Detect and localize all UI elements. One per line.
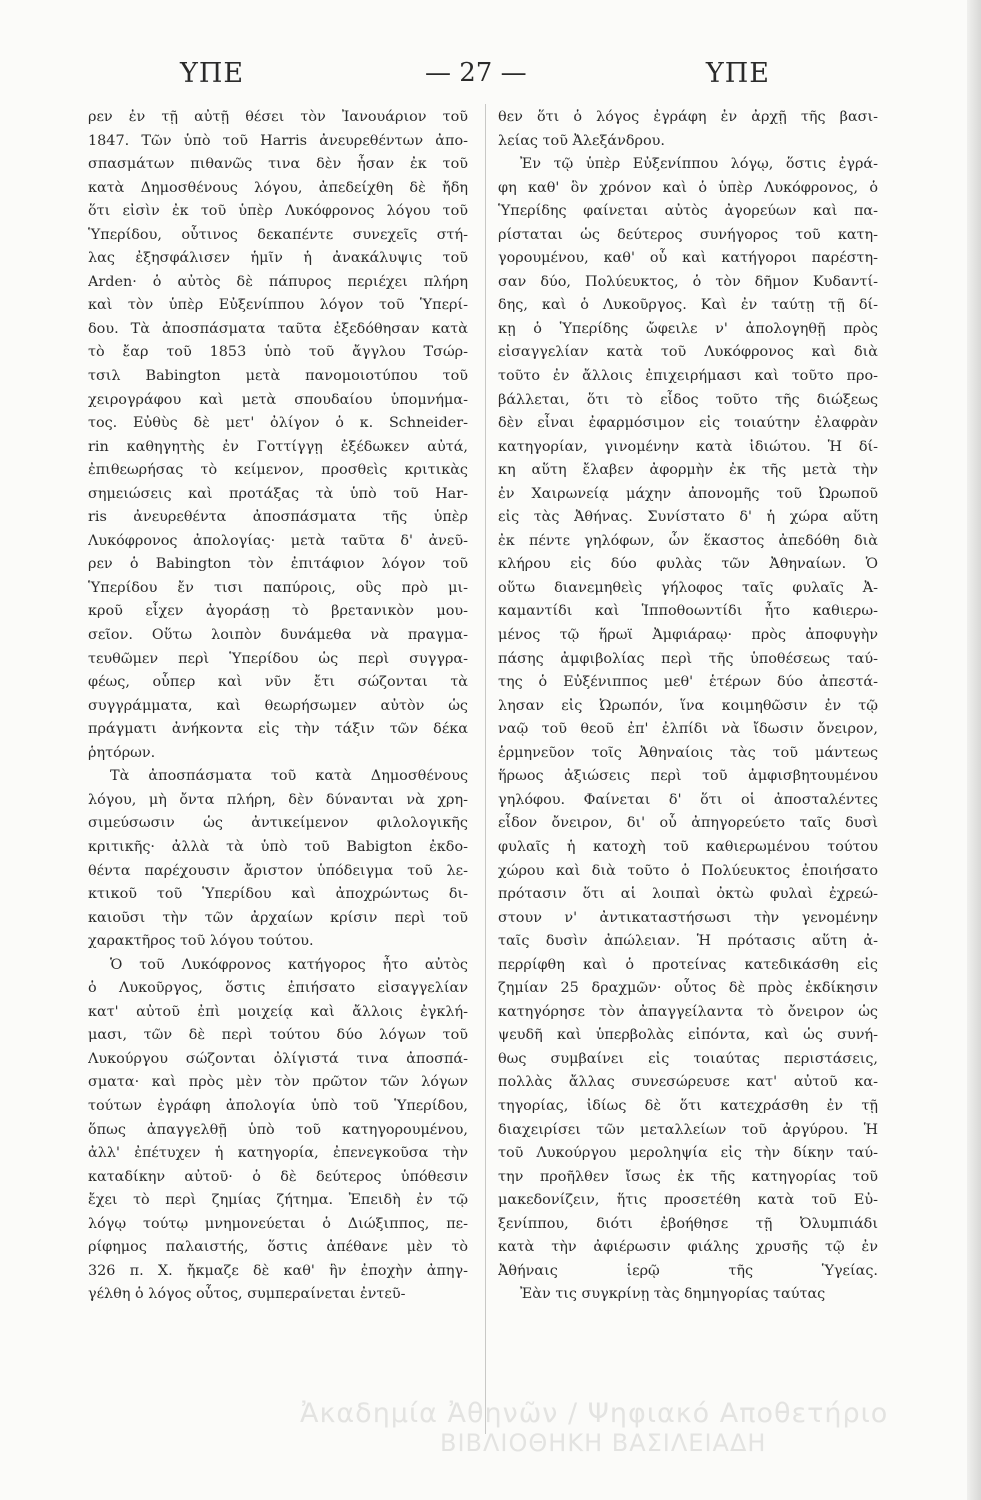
text-line: 326 π. Χ. ἤκμαζε δὲ καθ' ἣν ἐποχὴν ἀπηγ- (88, 1262, 468, 1279)
text-line: λόγῳ τούτῳ μνημονεύεται ὁ Διώξιππος, πε- (88, 1215, 468, 1232)
text-line: κατηγόρησε τὸν ἀπαγγείλαντα τὸ ὄνειρον ὡς (498, 1003, 878, 1020)
text-line: σημειώσεις καὶ προτάξας τὰ ὑπὸ τοῦ Har- (88, 485, 468, 502)
text-line: κατὰ Δημοσθένους λόγου, ἀπεδείχθη δὲ ἤδη (88, 179, 468, 196)
text-line: ἐν Χαιρωνείᾳ μάχην ἀπονομῆς τοῦ Ὠρωποῦ (498, 485, 878, 502)
text-line: πρότασιν ὅτι αἱ λοιπαὶ ὀκτὼ φυλαὶ ἐχρεώ- (498, 886, 878, 903)
text-line: ξενίππου, διότι ἐβοήθησε τῇ Ὀλυμπιάδι (498, 1215, 878, 1232)
text-line: 1847. Τῶν ὑπὸ τοῦ Harris ἀνευρεθέντων ἀπο- (88, 132, 468, 149)
text-line: τευθῶμεν περὶ Ὑπερίδου ὡς περὶ συγγρα- (88, 650, 468, 667)
text-line: ρίσταται ὡς δεύτερος συνήγορος τοῦ κατη- (498, 226, 878, 243)
text-line: εἶδον ὄνειρον, δι' οὗ ἀπηγορεύετο ταῖς δυσὶ (498, 815, 878, 832)
text-line: δου. Τὰ ἀποσπάσματα ταῦτα ἐξεδόθησαν κατὰ (88, 320, 468, 337)
text-line: ὅπως ἀπαγγελθῇ ὑπὸ τοῦ κατηγορουμένου, (88, 1121, 468, 1138)
text-line: λείας τοῦ Ἀλεξάνδρου. (498, 132, 665, 149)
text-line: μένος τῷ ἥρωϊ Ἀμφιάραῳ· πρὸς ἀποφυγὴν (498, 627, 878, 644)
right-column (498, 106, 878, 1307)
text-line: θεν ὅτι ὁ λόγος ἐγράφη ἐν ἀρχῇ τῆς βασι- (498, 109, 878, 125)
watermark-line-2: ΒΙΒΛΙΟΘΗΚΗ ΒΑΣΙΛΕΙΑΔΗ (440, 1429, 767, 1457)
text-line: δης, καὶ ὁ Λυκοῦργος. Καὶ ἐν ταύτῃ τῇ δί- (498, 297, 878, 314)
text-line: σαν δύο, Πολύευκτος, ὁ τὸν δῆμον Κυδαντί- (498, 273, 878, 290)
text-line: Ὑπερίδου ἔν τισι παπύροις, οὓς πρὸ μι- (88, 579, 468, 596)
text-line: τηγορίας, ἰδίως δὲ ὅτι κατεχράσθη ἐν τῇ (498, 1097, 878, 1114)
text-line: ἑρμηνεῦον τοῖς Ἀθηναίοις τὰς τοῦ μάντεως (498, 744, 878, 761)
page-header (180, 58, 780, 98)
text-line: την προῆλθεν ἴσως ἐκ τῆς κατηγορίας τοῦ (498, 1168, 878, 1185)
text-line: οὕτω διανεμηθεὶς γήλοφος ταῖς φυλαῖς Ἀ- (498, 579, 878, 596)
text-line: θως συμβαίνει εἰς τοιαύτας περιστάσεις, (498, 1050, 878, 1067)
text-line: χειρογράφου καὶ μετὰ σπουδαίου ὑπομνήμα- (88, 391, 468, 408)
text-line: βάλλεται, ὅτι τὸ εἶδος τοῦτο τῆς διώξεως (498, 391, 878, 408)
text-line: Ὑπερίδης φαίνεται αὐτὸς ἀγορεύων καὶ πα- (498, 203, 878, 220)
text-line: γέλθη ὁ λόγος οὗτος, συμπεραίνεται ἐντεῦ- (88, 1286, 406, 1303)
text-line: γηλόφου. Φαίνεται δ' ὅτι οἱ ἀποσταλέντες (498, 791, 878, 808)
text-line: ῥητόρων. (88, 744, 156, 761)
watermark-line-1: Ἀκαδημία Ἀθηνῶν / Ψηφιακό Αποθετήριο (300, 1398, 889, 1429)
text-line: μασι, τῶν δὲ περὶ τούτου δύο λόγων τοῦ (88, 1027, 468, 1044)
text-line: καιοῦσι τὴν τῶν ἀρχαίων κρίσιν περὶ τοῦ (88, 909, 468, 926)
left-column (88, 106, 468, 1307)
text-line: χαρακτῆρος τοῦ λόγου τούτου. (88, 933, 314, 950)
watermark (300, 1398, 970, 1457)
text-line: ὁ Λυκοῦργος, ὅστις ἐπιήσατο εἰσαγγελίαν (88, 980, 468, 997)
text-line: ναῷ τοῦ θεοῦ ἐπ' ἐλπίδι νὰ ἴδωσιν ὄνειρον, (498, 721, 878, 738)
text-line: φη καθ' ὃν χρόνον καὶ ὁ ὑπὲρ Λυκόφρονος, ὁ (498, 179, 878, 196)
running-head-right: ΥΠΕ (705, 58, 770, 89)
text-line: κατ' αὐτοῦ ἐπὶ μοιχείᾳ καὶ ἄλλοις ἐγκλή- (88, 1003, 468, 1020)
text-line: τὸ ἔαρ τοῦ 1853 ὑπὸ τοῦ ἄγγλου Τσώρ- (88, 344, 468, 361)
text-line: κη αὕτη ἔλαβεν ἀφορμὴν ἐκ τῆς μετὰ τὴν (498, 462, 878, 479)
text-line: πράγματι ἀνήκοντα εἰς τὴν τάξιν τῶν δέκα (88, 721, 468, 738)
text-line: εἰσαγγελίαν κατὰ τοῦ Λυκόφρονος καὶ διὰ (498, 344, 878, 361)
text-line: λας ἐξησφάλισεν ἡμῖν ἡ ἀνακάλυψις τοῦ (88, 250, 468, 267)
text-line: Ἀθήναις ἱερῷ τῆς Ὑγείας. (498, 1262, 878, 1279)
text-line: ἐκ πέντε γηλόφων, ὧν ἕκαστος ἀπεδόθη διὰ (498, 532, 878, 549)
text-line: καταδίκην αὐτοῦ· ὁ δὲ δεύτερος ὑπόθεσιν (88, 1168, 468, 1185)
text-line: συγγράμματα, καὶ θεωρήσωμεν αὐτὸν ὡς (88, 697, 468, 714)
text-line: στουν ν' ἀντικαταστήσωσι τὴν γενομένην (498, 909, 878, 926)
text-line: ρεν ὁ Babington τὸν ἐπιτάφιον λόγον τοῦ (88, 556, 468, 573)
text-line: λόγου, μὴ ὄντα πλήρη, δὲν δύνανται νὰ χρη- (88, 791, 468, 808)
text-line: κατὰ τὴν ἀφιέρωσιν φιάλης χρυσῆς τῷ ἐν (498, 1239, 878, 1256)
text-line: ἥρωος ἀξιώσεις περὶ τοῦ ἀμφισβητουμένου (498, 768, 878, 785)
text-line: ρίφημος παλαιστής, ὅστις ἀπέθανε μὲν τὸ (88, 1239, 468, 1256)
text-line: σπασμάτων πιθανῶς τινα δὲν ἦσαν ἐκ τοῦ (88, 156, 468, 173)
text-line: θέντα παρέχουσιν ἄριστον ὑπόδειγμα τοῦ λε- (88, 862, 468, 879)
text-line: φυλαῖς ἡ κατοχὴ τοῦ καθιερωμένου τούτου (498, 838, 878, 855)
page-edge (967, 0, 981, 1500)
text-line: ἀλλ' ἐπέτυχεν ἡ κατηγορία, ἐπενεγκοῦσα τὴν (88, 1145, 468, 1162)
text-line: ζημίαν 25 δραχμῶν· οὗτος δὲ πρὸς ἐκδίκησιν (498, 980, 878, 997)
text-line: λησαν εἰς Ὠρωπόν, ἵνα κοιμηθῶσιν ἐν τῷ (498, 697, 878, 714)
text-line: Arden· ὁ αὐτὸς δὲ πάπυρος περιέχει πλήρη (88, 273, 468, 290)
text-line: τσιλ Babington μετὰ πανομοιοτύπου τοῦ (88, 368, 468, 385)
text-line: κατηγορίαν, γινομένην κατὰ ἰδιώτου. Ἡ δί- (498, 438, 878, 455)
text-line: Ἐὰν τις συγκρίνῃ τὰς δημηγορίας ταύτας (520, 1286, 826, 1303)
text-line: ἐπιθεωρήσας τὸ κείμενον, προσθεὶς κριτικὰς (88, 462, 468, 479)
text-line: Ἐν τῷ ὑπὲρ Εὐξενίππου λόγῳ, ὅστις ἐγρά- (520, 156, 878, 173)
text-line: σεῖον. Οὕτω λοιπὸν δυνάμεθα νὰ πραγμα- (88, 627, 468, 644)
text-line: κριτικῆς· ἀλλὰ τὰ ὑπὸ τοῦ Babigton ἐκδο- (88, 838, 468, 855)
text-line: σματα· καὶ πρὸς μὲν τὸν πρῶτον τῶν λόγων (88, 1074, 468, 1091)
text-line: γορουμένου, καθ' οὗ καὶ κατήγοροι παρέστη- (498, 250, 878, 267)
text-line: δὲν εἶναι ἐφαρμόσιμον εἰς τοιαύτην ἐλαφρὰν (498, 415, 878, 432)
text-line: τοῦ Λυκούργου μεροληψία εἰς τὴν δίκην ταύ- (498, 1145, 878, 1162)
text-line: Ὁ τοῦ Λυκόφρονος κατήγορος ἦτο αὐτὸς (110, 956, 468, 973)
text-line: rin καθηγητὴς ἐν Γοττίγγῃ ἐξέδωκεν αὐτά, (88, 438, 468, 455)
text-line: πάσης ἀμφιβολίας περὶ τῆς ὑποθέσεως ταύ- (498, 650, 878, 667)
text-line: ψευδῆ καὶ ὑπερβολὰς εἰπόντα, καὶ ὡς συνή- (498, 1027, 878, 1044)
running-head-left: ΥΠΕ (180, 58, 245, 89)
text-line: χώρου καὶ διὰ τοῦτο ὁ Πολύευκτος ἐποιήσατο (498, 862, 878, 879)
text-line: φέως, οὗπερ καὶ νῦν ἔτι σώζονται τὰ (88, 674, 468, 691)
text-line: ἔχει τὸ περὶ ζημίας ζήτημα. Ἐπειδὴ ἐν τῷ (88, 1192, 468, 1209)
text-line: κροῦ εἶχεν ἀγοράσῃ τὸ βρετανικὸν μου- (88, 603, 468, 620)
text-line: τος. Εὐθὺς δὲ μετ' ὀλίγον ὁ κ. Schneider- (88, 415, 468, 432)
text-line: εἰς τὰς Ἀθήνας. Συνίστατο δ' ἡ χώρα αὕτη (498, 509, 878, 526)
text-line: κῃ ὁ Ὑπερίδης ὤφειλε ν' ἀπολογηθῇ πρὸς (498, 320, 878, 337)
text-line: ris ἀνευρεθέντα ἀποσπάσματα τῆς ὑπὲρ (88, 509, 468, 526)
column-divider (485, 104, 486, 1434)
text-line: κτικοῦ τοῦ Ὑπερίδου καὶ ἀποχρώντως δι- (88, 886, 468, 903)
text-line: καὶ τὸν ὑπὲρ Εὐξενίππου λόγον τοῦ Ὑπερί- (88, 297, 468, 314)
text-line: ὅτι εἰσὶν ἐκ τοῦ ὑπὲρ Λυκόφρονος λόγου τοῦ (88, 203, 468, 220)
page-number: — 27 — (425, 58, 527, 88)
text-line: τοῦτο ἐν ἄλλοις ἐπιχειρήμασι καὶ τοῦτο προ- (498, 368, 878, 385)
text-line: μακεδονίζειν, ἥτις προσετέθη κατὰ τοῦ Εὐ- (498, 1192, 878, 1209)
text-line: πολλὰς ἄλλας συνεσώρευσε κατ' αὐτοῦ κα- (498, 1074, 878, 1091)
text-line: ταῖς δυσὶν ἀπώλειαν. Ἡ πρότασις αὕτη ἀ- (498, 933, 878, 950)
text-line: καμαντίδι καὶ Ἱπποθοωντίδι ἦτο καθιερω- (498, 603, 878, 620)
text-line: Λυκόφρονος ἀπολογίας· μετὰ ταῦτα δ' ἀνεῦ- (88, 532, 468, 549)
text-line: Ὑπερίδου, οὗτινος δεκαπέντε συνεχεῖς στή- (88, 226, 468, 243)
text-line: ρεν ἐν τῇ αὐτῇ θέσει τὸν Ἰανουάριον τοῦ (88, 109, 468, 125)
text-line: σιμεύσωσιν ὡς ἀντικείμενον φιλολογικῆς (88, 815, 468, 832)
text-line: κλήρου εἰς δύο φυλὰς τῶν Ἀθηναίων. Ὁ (498, 556, 878, 573)
text-line: της ὁ Εὐξένιππος μεθ' ἑτέρων δύο ἀπεστά- (498, 674, 878, 691)
text-line: Τὰ ἀποσπάσματα τοῦ κατὰ Δημοσθένους (110, 768, 468, 785)
text-line: διαχειρίσει τῶν μεταλλείων τοῦ ἀργύρου. Ἡ (498, 1121, 878, 1138)
text-line: περρίφθη καὶ ὁ προτείνας κατεδικάσθη εἰς (498, 956, 878, 973)
text-line: Λυκούργου σώζονται ὀλίγιστά τινα ἀποσπά- (88, 1050, 468, 1067)
text-line: τούτων ἐγράφη ἀπολογία ὑπὸ τοῦ Ὑπερίδου, (88, 1097, 468, 1114)
